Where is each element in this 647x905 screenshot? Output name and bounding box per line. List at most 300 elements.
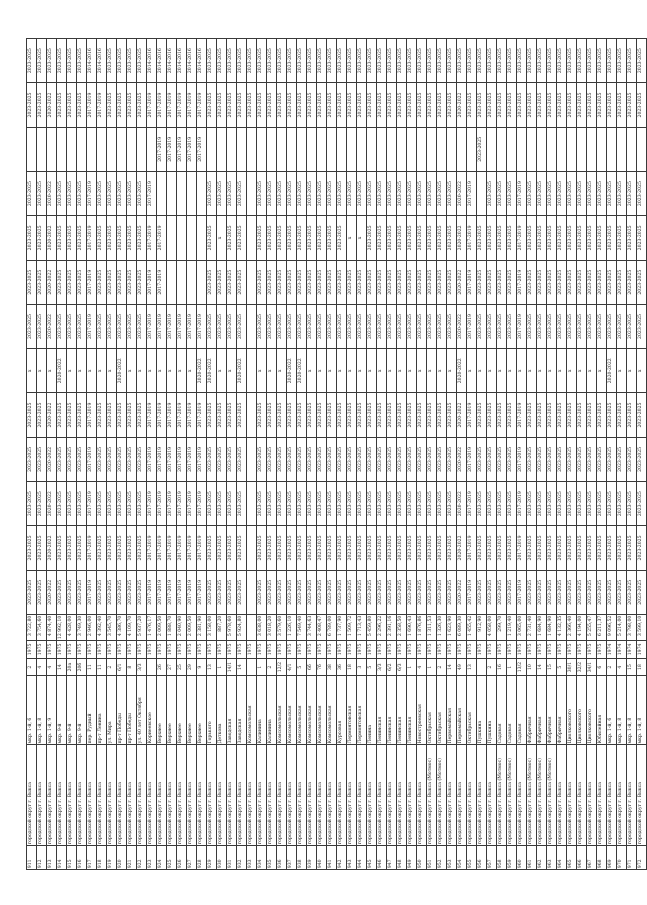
table-cell (497, 127, 507, 171)
table-cell: 961 (527, 845, 537, 869)
table-cell: городской округ г. Выкса (327, 745, 337, 846)
table-cell: 299,70 (497, 614, 507, 640)
table-cell: городской округ г. Выкса (467, 745, 477, 846)
table-cell: 2023-2025 (607, 304, 617, 348)
table-cell: 2020-2022 (47, 482, 57, 526)
table-cell: 2023-2025 (477, 304, 487, 348)
table-cell: городской округ г. Выкса (357, 745, 367, 846)
table-cell: 2023-2025 (627, 260, 637, 304)
table-cell: мкр. 9-й (77, 676, 87, 745)
table-cell: 2023-2025 (497, 482, 507, 526)
table-cell: x (137, 349, 147, 393)
table-cell: 2023-2025 (377, 83, 387, 127)
table-cell: 2017-2019 (157, 526, 167, 570)
table-cell: 2023-2025 (487, 83, 497, 127)
table-cell: 2023-2025 (127, 304, 137, 348)
table-cell: 2023-2025 (67, 260, 77, 304)
table-cell: Фабричная (547, 676, 557, 745)
table-cell: 4 428,00 (67, 614, 77, 640)
table-cell: 2023-2025 (327, 39, 337, 83)
table-cell: 2020-2022 (197, 349, 207, 393)
table-cell: 2023-2025 (287, 39, 297, 83)
table-cell: 2023-2025 (287, 216, 297, 260)
table-cell: 2023-2025 (207, 393, 217, 437)
table-cell: 2023-2025 (597, 393, 607, 437)
table-cell: 2023-2025 (337, 260, 347, 304)
table-cell: 3 545,70 (107, 614, 117, 640)
table-cell: 2023-2025 (267, 393, 277, 437)
table-cell: 2023-2025 (287, 171, 297, 215)
table-cell: x (627, 349, 637, 393)
table-cell: 2023-2025 (607, 39, 617, 83)
table-cell: 2023-2025 (317, 570, 327, 614)
table-cell: 2023-2025 (617, 393, 627, 437)
table-cell: 2023-2025 (117, 570, 127, 614)
table-cell: 964 (557, 845, 567, 869)
table-cell: 953 (447, 845, 457, 869)
table-cell: 11 (97, 658, 107, 676)
table-cell: 2023-2025 (347, 39, 357, 83)
table-cell: 2023-2025 (217, 83, 227, 127)
table-cell: 2020-2022 (57, 349, 67, 393)
table-cell: 2023-2025 (217, 260, 227, 304)
table-cell: 2023-2025 (447, 260, 457, 304)
table-cell: 2023-2025 (437, 482, 447, 526)
table-cell: 2017-2019 (197, 570, 207, 614)
table-cell: 2023-2025 (427, 304, 437, 348)
table-cell: x (27, 349, 37, 393)
table-cell: 2023-2025 (347, 83, 357, 127)
table-cell (557, 127, 567, 171)
table-cell: 2020-2022 (457, 83, 467, 127)
table-cell: 2023-2025 (297, 526, 307, 570)
table-cell (577, 127, 587, 171)
table-cell: 937 (287, 845, 297, 869)
table-cell: 3 749,30 (77, 614, 87, 640)
table-cell: 921 (127, 845, 137, 869)
table-cell: x (367, 349, 377, 393)
table-cell: 2023-2025 (557, 83, 567, 127)
table-cell: 2023-2025 (327, 83, 337, 127)
table-row (137, 39, 147, 870)
table-cell: 2023-2025 (307, 393, 317, 437)
table-cell: 2023-2025 (477, 216, 487, 260)
table-cell: 2023-2025 (567, 260, 577, 304)
table-cell: городской округ г. Выкса (27, 745, 37, 846)
table-row (487, 39, 497, 870)
table-cell: 2017-2019 (147, 83, 157, 127)
table-cell: 2023-2025 (367, 39, 377, 83)
table-cell: 945 (367, 845, 377, 869)
table-cell: 2023-2025 (467, 83, 477, 127)
table-cell: 2023-2025 (137, 526, 147, 570)
table-cell: 1 326,30 (437, 614, 447, 640)
table-cell: 2023-2025 (517, 39, 527, 83)
table-cell: 2023-2025 (37, 260, 47, 304)
table-cell: 2 391,16 (387, 614, 397, 640)
table-cell: 2023-2025 (577, 83, 587, 127)
table-cell: 1975 (257, 641, 267, 659)
table-row (577, 39, 587, 870)
housing-register-table (26, 38, 647, 870)
table-cell: 2023-2025 (407, 393, 417, 437)
table-cell: 2023-2025 (117, 482, 127, 526)
table-cell: 2023-2025 (617, 570, 627, 614)
table-cell (187, 171, 197, 215)
table-cell: 2017-2019 (167, 304, 177, 348)
table-cell: 6/1 (117, 658, 127, 676)
table-cell: 2023-2025 (517, 83, 527, 127)
table-cell: 3 798,00 (627, 614, 637, 640)
table-cell: 887,20 (217, 614, 227, 640)
table-cell: Лермонтовская (357, 676, 367, 745)
table-cell: 2017-2019 (517, 393, 527, 437)
table-cell: 6 089,30 (457, 614, 467, 640)
table-cell: 2017-2019 (197, 127, 207, 171)
table-row (427, 39, 437, 870)
table-cell: 2023-2025 (297, 171, 307, 215)
table-cell: 2023-2025 (307, 482, 317, 526)
table-row (257, 39, 267, 870)
table-cell: x (177, 349, 187, 393)
table-cell: 916 (77, 845, 87, 869)
table-row (237, 39, 247, 870)
table-cell (207, 127, 217, 171)
table-cell: городской округ г. Выкса (627, 745, 637, 846)
table-cell: 2023-2025 (277, 482, 287, 526)
table-cell: 2017-2019 (187, 393, 197, 437)
table-cell: 2020-2022 (457, 260, 467, 304)
table-cell: 2023-2025 (257, 393, 267, 437)
table-cell: 4 (37, 658, 47, 676)
table-cell: 2023-2025 (107, 216, 117, 260)
table-cell: 963 (547, 845, 557, 869)
table-cell: 2017-2019 (517, 171, 527, 215)
table-cell (247, 658, 257, 676)
table-cell: 2023-2025 (97, 304, 107, 348)
table-cell: городской округ г. Выкса (447, 745, 457, 846)
table-cell: городской округ г. Выкса (317, 745, 327, 846)
table-cell: 2023-2025 (367, 216, 377, 260)
table-cell (477, 658, 487, 676)
table-cell: 2020-2022 (47, 304, 57, 348)
table-row (67, 39, 77, 870)
table-row (157, 39, 167, 870)
table-cell: 2023-2025 (117, 83, 127, 127)
table-cell: 2023-2025 (97, 570, 107, 614)
table-cell: 2023-2025 (587, 260, 597, 304)
table-cell (247, 393, 257, 437)
table-cell: 2023-2025 (237, 304, 247, 348)
table-cell: 2017-2019 (197, 83, 207, 127)
table-cell: 2017-2019 (87, 83, 97, 127)
table-cell: x (427, 349, 437, 393)
table-cell: 2023-2025 (577, 393, 587, 437)
table-cell: 2023-2025 (27, 482, 37, 526)
table-cell: Верхнее (157, 676, 167, 745)
table-cell: 20а (67, 658, 77, 676)
table-cell: 2023-2025 (567, 39, 577, 83)
table-cell: Курсовая (337, 676, 347, 745)
table-cell: городской округ г. Выкса (117, 745, 127, 846)
table-cell: 2017-2019 (157, 260, 167, 304)
table-cell: 15 (627, 658, 637, 676)
table-cell: 2017-2019 (187, 570, 197, 614)
table-cell: 1975 (187, 641, 197, 659)
table-cell: 2023-2025 (587, 393, 597, 437)
table-cell: 2023-2025 (27, 171, 37, 215)
table-cell: 1975 (147, 641, 157, 659)
table-cell: 2023-2025 (427, 83, 437, 127)
table-cell: 2023-2025 (347, 526, 357, 570)
table-row (187, 39, 197, 870)
table-cell (617, 127, 627, 171)
table-cell: 1975 (477, 641, 487, 659)
table-cell: 2023-2025 (57, 39, 67, 83)
table-cell: 2017-2019 (157, 216, 167, 260)
table-cell: 2023-2025 (207, 39, 217, 83)
table-cell: городской округ г. Выкса (57, 745, 67, 846)
table-cell: 2023-2025 (467, 39, 477, 83)
table-cell: мкр. 9-й (57, 676, 67, 745)
table-cell: 2023-2025 (317, 216, 327, 260)
table-cell: 2023-2025 (387, 216, 397, 260)
table-cell: 2023-2025 (127, 393, 137, 437)
table-cell: 2023-2025 (537, 39, 547, 83)
table-cell: 1975 (467, 641, 477, 659)
table-cell (287, 127, 297, 171)
table-cell: 1 509,72 (347, 614, 357, 640)
table-cell: 2023-2025 (367, 393, 377, 437)
table-cell: 2023-2025 (257, 570, 267, 614)
table-cell: 2023-2025 (367, 570, 377, 614)
table-cell: 5 214,00 (617, 614, 627, 640)
table-cell: 2023-2025 (377, 570, 387, 614)
table-cell (197, 216, 207, 260)
table-cell: 2023-2025 (597, 570, 607, 614)
table-cell: 2017-2019 (177, 83, 187, 127)
table-cell: 2020-2022 (607, 349, 617, 393)
table-cell: 2023-2025 (547, 39, 557, 83)
table-cell: 2014-2016 (187, 39, 197, 83)
table-cell: 2023-2025 (107, 171, 117, 215)
table-cell: 925 (167, 845, 177, 869)
table-row (167, 39, 177, 870)
table-cell: 4 (47, 658, 57, 676)
table-cell: 2023-2025 (427, 437, 437, 481)
table-row (107, 39, 117, 870)
table-cell: 2023-2025 (627, 482, 637, 526)
table-cell: 2023-2025 (277, 304, 287, 348)
table-cell: 2023-2025 (447, 482, 457, 526)
table-cell: 2023-2025 (97, 216, 107, 260)
table-cell: 2023-2025 (327, 482, 337, 526)
table-cell: 2023-2025 (627, 171, 637, 215)
table-row (527, 39, 537, 870)
table-cell: 2020-2022 (457, 393, 467, 437)
table-row (597, 39, 607, 870)
table-cell: 2023-2025 (577, 39, 587, 83)
table-cell: 2023-2025 (637, 570, 647, 614)
table-cell: 2023-2025 (547, 526, 557, 570)
table-cell: городской округ г. Выкса (137, 745, 147, 846)
table-cell: 968 (597, 845, 607, 869)
table-cell: x (417, 349, 427, 393)
table-cell: 2023-2025 (507, 39, 517, 83)
table-cell: 2023-2025 (567, 526, 577, 570)
table-cell (107, 127, 117, 171)
table-cell: 2023-2025 (217, 437, 227, 481)
table-cell: 1974 (637, 641, 647, 659)
table-cell: 2020-2022 (47, 393, 57, 437)
table-cell: 2023-2025 (27, 393, 37, 437)
table-cell: 2023-2025 (377, 437, 387, 481)
table-cell (247, 526, 257, 570)
table-cell: 2023-2025 (347, 437, 357, 481)
table-row (447, 39, 457, 870)
table-cell: городской округ г. Выкса (637, 745, 647, 846)
table-cell: 933 (247, 845, 257, 869)
table-cell: 2023-2025 (437, 437, 447, 481)
table-cell: 2023-2025 (67, 216, 77, 260)
table-cell: Пушкина (487, 676, 497, 745)
table-cell: Октябрьская (467, 676, 477, 745)
table-cell: 962 (537, 845, 547, 869)
table-cell: 36 (337, 658, 347, 676)
table-row (347, 39, 357, 870)
table-row (57, 39, 67, 870)
table-cell: 2023-2025 (627, 393, 637, 437)
table-cell: 2023-2025 (387, 83, 397, 127)
table-row (377, 39, 387, 870)
table-cell: 2023-2025 (637, 393, 647, 437)
table-cell: x (357, 349, 367, 393)
table-cell: 2023-2025 (307, 437, 317, 481)
table-cell: 2023-2025 (487, 260, 497, 304)
table-cell: 2023-2025 (427, 39, 437, 83)
table-cell: 5 937,20 (137, 614, 147, 640)
table-cell: 2023-2025 (337, 570, 347, 614)
table-cell: 2023-2025 (137, 216, 147, 260)
table-cell (187, 216, 197, 260)
table-cell: 2023-2025 (227, 171, 237, 215)
table-cell: городской округ г. Выкса (167, 745, 177, 846)
table-cell: 2023-2025 (427, 216, 437, 260)
table-cell: 1975 (97, 641, 107, 659)
table-cell: Фабричная (527, 676, 537, 745)
table-cell: x (577, 349, 587, 393)
table-cell: 1974 (627, 641, 637, 659)
table-cell: 2023-2025 (537, 304, 547, 348)
table-cell: 2023-2025 (437, 570, 447, 614)
table-cell: 2023-2025 (257, 437, 267, 481)
table-cell: 2023-2025 (577, 570, 587, 614)
table-cell: 965 (567, 845, 577, 869)
table-cell: Заводская (237, 676, 247, 745)
table-cell: 2017-2019 (517, 437, 527, 481)
table-cell: 2023-2025 (627, 39, 637, 83)
table-cell: 2023-2025 (267, 171, 277, 215)
table-cell: 2023-2025 (567, 304, 577, 348)
table-cell: 3 065,00 (517, 614, 527, 640)
table-cell: 2023-2025 (117, 260, 127, 304)
table-cell: 2023-2025 (57, 304, 67, 348)
table-cell: 2023-2025 (97, 171, 107, 215)
table-cell: 30/1 (567, 658, 577, 676)
table-cell: 1975 (137, 641, 147, 659)
table-cell: 2023-2025 (547, 216, 557, 260)
table-cell: 2 381,90 (197, 614, 207, 640)
table-cell: 2023-2025 (427, 393, 437, 437)
table-cell: 1975 (77, 641, 87, 659)
table-cell: 13 (467, 658, 477, 676)
table-cell (247, 482, 257, 526)
table-cell: мкр. 1-й, 8 (627, 676, 637, 745)
table-cell: 2023-2025 (337, 526, 347, 570)
table-cell: 922 (137, 845, 147, 869)
table-cell: 2023-2025 (487, 526, 497, 570)
table-cell: 2023-2025 (227, 83, 237, 127)
table-cell: 2023-2025 (617, 304, 627, 348)
table-cell: 2023-2025 (137, 570, 147, 614)
table-cell: x (187, 349, 197, 393)
table-cell: 949 (407, 845, 417, 869)
table-cell: 13 (207, 658, 217, 676)
table-cell: 2023-2025 (27, 260, 37, 304)
table-cell: 2017-2019 (467, 304, 477, 348)
table-cell: x (227, 349, 237, 393)
table-cell: 2023-2025 (507, 304, 517, 348)
table-cell: 2023-2025 (107, 393, 117, 437)
table-cell: 2023-2025 (397, 437, 407, 481)
table-cell: Циолковского (587, 676, 597, 745)
table-cell: x (527, 349, 537, 393)
table-cell: 2023-2025 (217, 526, 227, 570)
table-cell: 2020-2022 (47, 570, 57, 614)
table-cell: 2023-2025 (277, 437, 287, 481)
table-cell: 1975 (377, 641, 387, 659)
table-cell: 2023-2025 (527, 437, 537, 481)
table-cell: 2023-2025 (27, 39, 37, 83)
table-cell: Фабричная (557, 676, 567, 745)
table-cell: 13/2 (517, 658, 527, 676)
table-cell: x (257, 349, 267, 393)
table-cell: 11 (87, 658, 97, 676)
table-cell: 3 722,80 (27, 614, 37, 640)
table-cell (57, 127, 67, 171)
table-cell: 2023-2025 (267, 437, 277, 481)
table-cell: 2023-2025 (387, 260, 397, 304)
table-cell: 2023-2025 (227, 437, 237, 481)
table-cell: 2023-2025 (67, 304, 77, 348)
table-cell: 2023-2025 (77, 526, 87, 570)
table-row (397, 39, 407, 870)
table-cell: 2023-2025 (607, 570, 617, 614)
table-cell: 2023-2025 (607, 526, 617, 570)
table-cell: 2023-2025 (57, 482, 67, 526)
table-cell: 2023-2025 (27, 570, 37, 614)
table-cell: 941 (327, 845, 337, 869)
table-cell: 4 058,00 (487, 614, 497, 640)
table-cell: 2017-2019 (517, 570, 527, 614)
table-cell: 956 (477, 845, 487, 869)
table-cell (247, 260, 257, 304)
table-cell (267, 127, 277, 171)
table-cell: 6 (597, 658, 607, 676)
table-cell: 2023-2025 (107, 437, 117, 481)
table-cell: городской округ г. Выкса (267, 745, 277, 846)
table-cell: 2023-2025 (337, 437, 347, 481)
